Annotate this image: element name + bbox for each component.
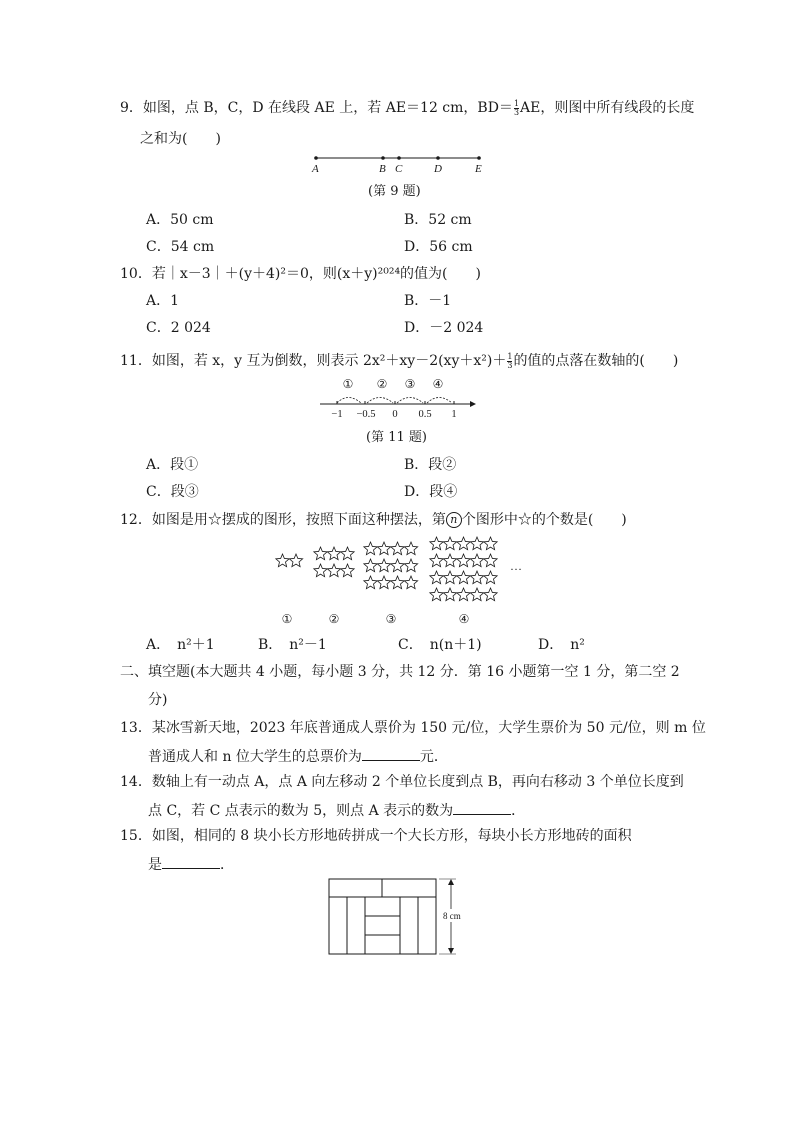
star-icon <box>377 559 390 572</box>
star-icon <box>327 547 340 560</box>
tick-label-1: 1 <box>451 409 457 420</box>
star-figure-4 <box>430 537 497 601</box>
q9-segment-figure <box>305 150 495 176</box>
q15-answer-blank[interactable] <box>162 854 220 869</box>
section2-heading-cont: 分) <box>148 692 168 708</box>
star-icon <box>341 547 354 560</box>
q14-stem-line2: 点 C，若 C 点表示的数为 5，则点 A 表示的数为 ． <box>148 800 525 821</box>
star-icon <box>484 588 497 601</box>
star-icon <box>484 571 497 584</box>
segment-arc-3 <box>397 398 423 404</box>
label-a: A <box>312 163 319 175</box>
q11-caption: (第 11 题) <box>366 430 427 445</box>
q12-option-b[interactable]: B． n²－1 <box>258 637 327 653</box>
q14-stem-line1: 14．数轴上有一动点 A，点 A 向左移动 2 个单位长度到点 B，再向右移动 3 个单位长度到 <box>120 774 684 790</box>
star-icon <box>484 554 497 567</box>
q11-option-b[interactable]: B．段② <box>404 457 457 473</box>
segment-label-3: ③ <box>404 377 416 391</box>
star-icon <box>430 571 443 584</box>
star-icon <box>470 554 483 567</box>
star-icon <box>391 559 404 572</box>
star-icon <box>327 564 340 577</box>
figure-label-3: ③ <box>385 612 397 626</box>
dimension-label: 8 cm <box>443 911 461 921</box>
dimension-arrow-bottom <box>448 948 454 954</box>
star-icon <box>404 559 417 572</box>
q11-option-a[interactable]: A．段① <box>146 457 199 473</box>
star-icon <box>314 564 327 577</box>
q9-stem-line2: 之和为( ) <box>140 131 221 147</box>
q12-option-c[interactable]: C． n(n＋1) <box>398 637 482 653</box>
q9-stem-line1: 9．如图，点 B，C，D 在线段 AE 上，若 AE＝12 cm，BD＝ $\frac{1}{3}$ AE，则图中所有线段的长度 <box>120 98 695 117</box>
star-icon <box>443 554 456 567</box>
star-icon <box>391 542 404 555</box>
q10-option-d[interactable]: D．－2 024 <box>404 320 484 336</box>
point-e <box>477 156 481 160</box>
q13-stem-line2: 普通成人和 n 位大学生的总票价为 元． <box>148 746 448 767</box>
star-icon <box>289 554 302 567</box>
q11-fraction: $\frac{1}{3}$ <box>507 351 513 370</box>
star-figure-1 <box>276 554 303 567</box>
star-icon <box>443 571 456 584</box>
q12-option-a[interactable]: A． n²＋1 <box>146 637 215 653</box>
point-d <box>436 156 440 160</box>
star-ellipsis: … <box>510 559 522 573</box>
star-figure-2 <box>314 547 354 577</box>
star-icon <box>404 576 417 589</box>
star-icon <box>470 571 483 584</box>
q14-answer-blank[interactable] <box>453 800 511 815</box>
star-figure-3 <box>364 542 418 589</box>
star-icon <box>430 588 443 601</box>
figure-label-4: ④ <box>458 612 470 626</box>
label-c: C <box>395 163 403 175</box>
star-icon <box>457 537 470 550</box>
star-icon <box>470 588 483 601</box>
star-icon <box>377 576 390 589</box>
star-icon <box>364 559 377 572</box>
star-icon <box>443 588 456 601</box>
n-circled-symbol: n <box>446 512 462 528</box>
star-icon <box>364 576 377 589</box>
segment-label-1: ① <box>342 377 354 391</box>
q10-option-b[interactable]: B．－1 <box>404 293 452 309</box>
segment-label-4: ④ <box>432 377 444 391</box>
label-d: D <box>434 163 442 175</box>
q13-answer-blank[interactable] <box>362 746 420 761</box>
star-icon <box>276 554 289 567</box>
segment-arc-4 <box>427 398 452 404</box>
star-icon <box>377 542 390 555</box>
star-icon <box>484 537 497 550</box>
q12-star-figures <box>270 533 530 628</box>
segment-arc-1 <box>337 398 361 404</box>
star-icon <box>314 547 327 560</box>
dimension-arrow-top <box>448 879 454 885</box>
point-c <box>397 156 401 160</box>
label-b: B <box>379 163 386 175</box>
tick-label-05: 0.5 <box>418 409 432 420</box>
q13-stem-line1: 13．某冰雪新天地，2023 年底普通成人票价为 150 元/位，大学生票价为 50 元/位，则 m 位 <box>120 720 706 736</box>
q11-option-c[interactable]: C．段③ <box>146 484 199 500</box>
star-icon <box>404 542 417 555</box>
q15-tile-figure <box>326 876 476 958</box>
q9-option-b[interactable]: B．52 cm <box>404 212 472 228</box>
star-icon <box>457 571 470 584</box>
section2-heading: 二、填空题(本大题共 4 小题，每小题 3 分，共 12 分．第 16 小题第一空 1 分，第二空 2 <box>120 664 680 680</box>
q12-option-d[interactable]: D． n² <box>538 637 585 653</box>
star-icon <box>457 588 470 601</box>
q12-stem: 12．如图是用☆摆成的图形，按照下面这种摆法，第 n 个图形中☆的个数是( ) <box>120 512 627 528</box>
axis-arrow <box>470 401 476 407</box>
star-icon <box>430 554 443 567</box>
star-icon <box>443 537 456 550</box>
figure-label-2: ② <box>328 612 340 626</box>
q15-stem-line1: 15．如图，相同的 8 块小长方形地砖拼成一个大长方形，每块小长方形地砖的面积 <box>120 828 632 844</box>
q11-number-line <box>315 376 480 420</box>
star-icon <box>430 537 443 550</box>
q9-fraction: $\frac{1}{3}$ <box>513 98 520 117</box>
tick-label-neg05: −0.5 <box>356 409 376 420</box>
q9-option-c[interactable]: C．54 cm <box>146 239 215 255</box>
segment-label-2: ② <box>376 377 388 391</box>
figure-label-1: ① <box>281 612 293 626</box>
star-icon <box>457 554 470 567</box>
star-icon <box>391 576 404 589</box>
q15-stem-line2: 是 ． <box>148 854 234 875</box>
q10-option-c[interactable]: C．2 024 <box>146 320 211 336</box>
point-b <box>381 156 385 160</box>
star-icon <box>341 564 354 577</box>
point-a <box>314 156 318 160</box>
q9-option-d[interactable]: D．56 cm <box>404 239 473 255</box>
q10-stem: 10．若｜x－3｜＋(y＋4)²＝0，则(x＋y)²⁰²⁴的值为( ) <box>120 266 481 282</box>
q11-option-d[interactable]: D．段④ <box>404 484 458 500</box>
q9-option-a[interactable]: A．50 cm <box>146 212 214 228</box>
star-icon <box>364 542 377 555</box>
label-e: E <box>475 163 482 175</box>
tick-label-0: 0 <box>392 409 398 420</box>
q9-caption: (第 9 题) <box>368 184 421 199</box>
star-icon <box>470 537 483 550</box>
tick-label-neg1: −1 <box>331 409 343 420</box>
q10-option-a[interactable]: A．1 <box>146 293 180 309</box>
segment-arc-2 <box>367 398 393 404</box>
q11-stem: 11．如图，若 x，y 互为倒数，则表示 2x²＋xy－2(xy＋x²)＋ $\frac{1}{3}$ 的值的点落在数轴的( ) <box>120 351 679 370</box>
